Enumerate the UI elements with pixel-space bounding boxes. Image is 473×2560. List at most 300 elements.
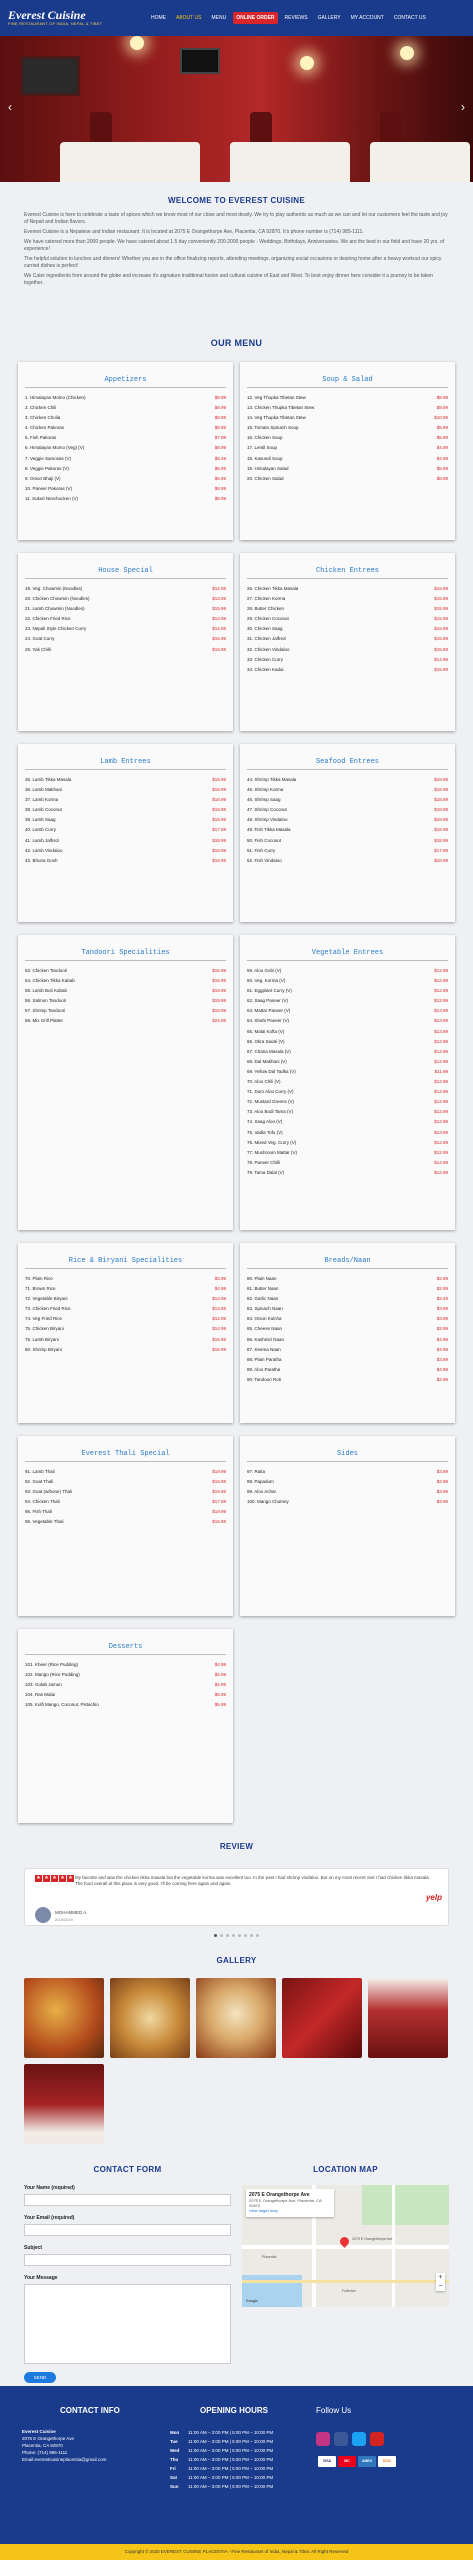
menu-item-name: 28. Butter Chicken — [247, 606, 285, 612]
google-map[interactable] — [242, 2185, 449, 2307]
menu-item[interactable] — [25, 815, 226, 825]
hero-tv — [180, 48, 220, 74]
menu-item-name: 72. Vegetable Biryani — [25, 1296, 68, 1302]
menu-item[interactable] — [247, 1365, 448, 1375]
map-place-address: 2075 E Orangethorpe Ave, Placentia, CA 92870 — [249, 2198, 322, 2208]
menu-item-price: $3.99 — [214, 1276, 226, 1281]
menu-item-price: $19.99 — [212, 1489, 226, 1495]
menu-item[interactable] — [25, 1497, 226, 1507]
instagram-icon[interactable] — [316, 2432, 330, 2446]
menu-item[interactable] — [247, 1274, 448, 1284]
menu-item[interactable] — [247, 856, 448, 866]
divider — [247, 387, 448, 388]
menu-item[interactable] — [25, 775, 226, 785]
menu-item[interactable] — [25, 474, 226, 484]
menu-item[interactable] — [25, 986, 226, 996]
menu-item[interactable] — [25, 1324, 226, 1334]
menu-item[interactable] — [25, 1487, 226, 1497]
menu-item[interactable] — [247, 1294, 448, 1304]
menu-category-title: Rice & Biryani Specialities — [68, 1257, 183, 1265]
menu-item-name: 67. Chana Masala (V) — [247, 1048, 291, 1054]
contact-line[interactable]: Email:everestcuisineplacentia@gmail.com — [22, 2457, 107, 2462]
menu-item[interactable] — [247, 775, 448, 785]
gallery-image[interactable] — [24, 2064, 104, 2144]
menu-item-name: 53. Chicken Tandoori — [25, 968, 68, 973]
menu-item[interactable] — [247, 976, 448, 986]
hours-time: 11:00 AM – 3:00 PM | 5:00 PM – 10:00 PM — [188, 2430, 274, 2435]
pagination-dot[interactable] — [226, 1934, 229, 1937]
menu-item[interactable] — [247, 645, 448, 655]
divider — [247, 1268, 448, 1269]
menu-item[interactable] — [25, 1284, 226, 1294]
menu-item[interactable] — [247, 634, 448, 644]
pagination-dot[interactable] — [220, 1934, 223, 1937]
hero-window — [20, 56, 80, 96]
menu-item[interactable] — [247, 403, 448, 413]
menu-item[interactable] — [25, 594, 226, 604]
map-road — [392, 2185, 395, 2307]
review-title: REVIEW — [219, 1842, 254, 1851]
hero-lamp — [400, 46, 414, 60]
nav-home[interactable]: HOME — [151, 15, 166, 21]
hero-table — [370, 142, 470, 182]
menu-item[interactable] — [25, 413, 226, 423]
map-label: Fullerton — [342, 2289, 356, 2293]
menu-item[interactable] — [25, 1345, 226, 1355]
menu-item-price: $12.99 — [434, 1079, 448, 1085]
menu-item[interactable] — [247, 1057, 448, 1067]
menu-item[interactable] — [25, 856, 226, 866]
logo[interactable] — [8, 5, 108, 31]
menu-item-name: 8. Veggie Pakoras (V) — [25, 465, 69, 471]
pagination-dot[interactable] — [238, 1934, 241, 1937]
name-input[interactable] — [24, 2194, 231, 2206]
menu-item[interactable] — [25, 1006, 226, 1016]
pagination-dot[interactable] — [232, 1934, 235, 1937]
menu-item[interactable] — [25, 494, 226, 504]
divider — [25, 769, 226, 770]
pagination-dot[interactable] — [250, 1934, 253, 1937]
menu-item-name: 91. Lamb Thali — [25, 1469, 55, 1474]
menu-item[interactable] — [25, 976, 226, 986]
menu-item-name: 77. Mushroom Mattar (V) — [247, 1149, 298, 1155]
menu-item-name: 14. Veg Thupka Tibetan Stew — [247, 415, 306, 421]
menu-item-name: 82. Garlic Naan — [247, 1296, 279, 1302]
menu-item-price: $3.99 — [436, 1316, 448, 1322]
menu-item-name: 4. Chicken Pakoras — [25, 425, 65, 431]
menu-item-name: 84. Onion Kulcha — [247, 1316, 282, 1322]
menu-item[interactable] — [247, 966, 448, 976]
menu-item-price: $12.99 — [434, 1169, 448, 1175]
menu-item[interactable] — [25, 1016, 226, 1026]
hours-day: Sat — [170, 2475, 178, 2480]
menu-item-price: $12.99 — [434, 1109, 448, 1115]
star-icon: ★ — [52, 1875, 57, 1881]
menu-item[interactable] — [247, 996, 448, 1006]
menu-item[interactable] — [247, 1158, 448, 1168]
menu-item-price: $18.99 — [434, 837, 448, 843]
menu-item-price: $18.99 — [212, 787, 226, 793]
menu-item[interactable] — [247, 614, 448, 624]
pagination-dot[interactable] — [214, 1934, 217, 1937]
menu-card — [240, 553, 455, 731]
menu-item[interactable] — [25, 1477, 226, 1487]
slider-prev-icon[interactable]: ‹ — [8, 100, 12, 114]
menu-item[interactable] — [247, 474, 448, 484]
gallery-image[interactable] — [368, 1978, 448, 2058]
welcome-title: WELCOME TO EVEREST CUISINE — [168, 196, 305, 205]
discover-icon: DISC — [378, 2456, 396, 2467]
menu-item[interactable] — [247, 624, 448, 634]
menu-item[interactable] — [247, 1128, 448, 1138]
yelp-icon[interactable] — [370, 2432, 384, 2446]
nav-gallery[interactable]: GALLERY — [317, 15, 341, 21]
menu-item[interactable] — [25, 1700, 226, 1710]
menu-item[interactable] — [247, 1314, 448, 1324]
menu-item[interactable] — [25, 805, 226, 815]
opening-hours — [170, 2428, 273, 2491]
menu-item[interactable] — [247, 1148, 448, 1158]
menu-item-name: 52. Fish Vindaloo — [247, 857, 282, 863]
menu-item-name: 92. Goat Thali — [25, 1479, 54, 1485]
slider-next-icon[interactable]: › — [461, 100, 465, 114]
menu-item[interactable] — [25, 464, 226, 474]
menu-item-price: $12.99 — [212, 586, 226, 591]
menu-item-name: 78. Paneer Chilli — [247, 1159, 281, 1165]
menu-item[interactable] — [247, 805, 448, 815]
menu-item-name: 103. Gulab Jamun — [25, 1682, 62, 1688]
menu-item[interactable] — [25, 1335, 226, 1345]
menu-item[interactable] — [25, 584, 226, 594]
menu-item-name: 62. Saag Paneer (V) — [247, 998, 289, 1004]
menu-item-price: $13.99 — [212, 596, 226, 602]
menu-item[interactable] — [247, 795, 448, 805]
reviewer-name: MOHAMMED A. — [55, 1910, 88, 1915]
menu-item-price: $15.99 — [434, 586, 448, 591]
contact-line: 2075 E Orangethorpe Ave — [22, 2436, 74, 2441]
menu-item-name: 57. Shrimp Tandoori — [25, 1008, 66, 1014]
menu-item[interactable] — [25, 1304, 226, 1314]
menu-item-name: 7. Veggie Samosas (V) — [25, 455, 72, 461]
menu-item-name: 30. Chicken Saag — [247, 626, 283, 632]
menu-item[interactable] — [247, 785, 448, 795]
menu-item[interactable] — [25, 403, 226, 413]
menu-item-price: $18.99 — [434, 777, 448, 782]
menu-item-name: 88. Plain Paratha — [247, 1356, 282, 1362]
gallery-image[interactable] — [110, 1978, 190, 2058]
menu-item-price: $12.99 — [434, 1048, 448, 1054]
menu-item[interactable] — [247, 584, 448, 594]
menu-item[interactable] — [25, 1507, 226, 1517]
map-larger-link[interactable]: View larger map — [249, 2208, 278, 2213]
menu-item[interactable] — [25, 1274, 226, 1284]
menu-item[interactable] — [25, 1467, 226, 1477]
menu-item[interactable] — [247, 433, 448, 443]
menu-item-price: $15.99 — [434, 616, 448, 622]
menu-item[interactable] — [247, 1016, 448, 1026]
menu-item[interactable] — [247, 1047, 448, 1057]
menu-item-price: $3.99 — [436, 1356, 448, 1362]
hours-time: 11:00 AM – 3:00 PM | 5:00 PM – 10:00 PM — [188, 2475, 274, 2480]
menu-item-price: $24.99 — [212, 1018, 226, 1024]
menu-item[interactable] — [247, 655, 448, 665]
menu-item[interactable] — [247, 413, 448, 423]
menu-item[interactable] — [247, 1087, 448, 1097]
hero-table — [60, 142, 200, 182]
gallery-image[interactable] — [196, 1978, 276, 2058]
menu-category-title: Lamb Entrees — [100, 758, 151, 766]
menu-item[interactable] — [25, 1660, 226, 1670]
contact-line: Everest Cuisine — [22, 2429, 56, 2434]
menu-card — [18, 362, 233, 540]
subject-input[interactable] — [24, 2254, 231, 2266]
menu-card — [240, 744, 455, 922]
menu-item[interactable] — [25, 443, 226, 453]
menu-item[interactable] — [247, 454, 448, 464]
menu-item-name: 73. Aloo Bodi Tama (V) — [247, 1109, 293, 1115]
nav-online-order-button[interactable]: ONLINE ORDER — [233, 12, 277, 24]
menu-item-price: $9.99 — [214, 395, 226, 400]
menu-card — [18, 935, 233, 1230]
copyright-bar: Copyright © 2020 EVEREST CUISINE PLACENTIA - Fine Restaurant of India, Nepal & Tibet. All Right Reserved — [0, 2544, 473, 2560]
menu-item[interactable] — [247, 1168, 448, 1178]
menu-item[interactable] — [25, 1294, 226, 1304]
menu-item-name: 54. Chicken Tikka Kabab — [25, 978, 75, 984]
menu-item-name: 61. Eggplant Curry (V) — [247, 988, 292, 994]
contact-form — [24, 2185, 231, 2383]
menu-item-price: $8.99 — [214, 495, 226, 501]
menu-item-price: $19.99 — [212, 998, 226, 1004]
menu-item[interactable] — [247, 1497, 448, 1507]
gallery-image[interactable] — [24, 1978, 104, 2058]
menu-item[interactable] — [25, 614, 226, 624]
about-paragraph: Everest Cuisine is here to celebrate a taste of spices which we know most of our close and most dearly. We try to play authentic as much as we can and let our customers feel the taste and joy of Nepali and Indian flavors. — [24, 212, 448, 225]
menu-item-price: $18.99 — [212, 777, 226, 782]
menu-item[interactable] — [25, 604, 226, 614]
menu-item-price: $12.99 — [434, 1038, 448, 1044]
menu-item-price: $19.99 — [212, 646, 226, 652]
menu-item[interactable] — [247, 1284, 448, 1294]
menu-item-price: $2.99 — [436, 1276, 448, 1281]
menu-item-name: 83. Spinach Naan — [247, 1306, 283, 1312]
menu-item[interactable] — [247, 1345, 448, 1355]
menu-item[interactable] — [247, 1375, 448, 1385]
menu-item-price: $10.99 — [434, 415, 448, 421]
email-input[interactable] — [24, 2224, 231, 2236]
menu-item-name: 15. Tomato Spinach Soup — [247, 425, 299, 431]
map-highway — [242, 2280, 449, 2283]
menu-item[interactable] — [247, 1077, 448, 1087]
menu-card — [18, 1436, 233, 1616]
menu-item-name: 94. Chicken Thali — [25, 1499, 60, 1505]
menu-item[interactable] — [25, 825, 226, 835]
menu-item[interactable] — [247, 1335, 448, 1345]
menu-item-price: $8.99 — [436, 395, 448, 400]
menu-category-title: Chicken Entrees — [315, 567, 379, 575]
menu-item-price: $15.99 — [434, 666, 448, 672]
divider — [25, 387, 226, 388]
menu-item-price: $12.99 — [434, 968, 448, 973]
star-icon: ★ — [68, 1875, 73, 1881]
menu-item[interactable] — [25, 996, 226, 1006]
menu-item-price: $19.99 — [212, 1008, 226, 1014]
menu-item[interactable] — [247, 423, 448, 433]
review-date: 2/18/2019 — [55, 1917, 73, 1922]
menu-item[interactable] — [247, 1037, 448, 1047]
menu-item-price: $12.99 — [434, 1099, 448, 1105]
hours-row — [170, 2455, 273, 2464]
menu-item[interactable] — [247, 825, 448, 835]
star-icon: ★ — [36, 1875, 41, 1881]
menu-item-price: $18.99 — [434, 787, 448, 793]
about-text — [24, 212, 449, 290]
menu-item-price: $18.99 — [212, 837, 226, 843]
nav-reviews[interactable]: REVIEWS — [284, 15, 308, 21]
menu-item-price: $19.99 — [212, 1479, 226, 1485]
menu-item-name: 74. Saag Aloo (V) — [247, 1119, 283, 1125]
menu-item[interactable] — [25, 1670, 226, 1680]
menu-item[interactable] — [247, 464, 448, 474]
menu-item-name: 47. Shrimp Coconut — [247, 807, 287, 813]
nav-menu[interactable]: MENU — [211, 15, 227, 21]
menu-item[interactable] — [25, 1680, 226, 1690]
menu-item[interactable] — [25, 795, 226, 805]
menu-item-name: 64. Shahi Paneer (V) — [247, 1018, 290, 1024]
menu-item[interactable] — [247, 604, 448, 614]
message-textarea[interactable] — [24, 2284, 231, 2364]
menu-item[interactable] — [247, 1467, 448, 1477]
menu-item[interactable] — [25, 1690, 226, 1700]
facebook-icon[interactable] — [334, 2432, 348, 2446]
menu-item[interactable] — [25, 454, 226, 464]
menu-item-name: 97. Raita — [247, 1469, 266, 1474]
menu-item[interactable] — [25, 645, 226, 655]
pagination-dot[interactable] — [256, 1934, 259, 1937]
subject-label: Subject — [24, 2245, 43, 2251]
menu-item-price: $3.99 — [436, 1469, 448, 1474]
menu-item[interactable] — [25, 634, 226, 644]
menu-item-name: 40. Lamb Curry — [25, 827, 57, 833]
hours-day: Wed — [170, 2448, 180, 2453]
menu-item-price: $18.99 — [434, 817, 448, 823]
menu-item-name: 95. Fish Thali — [25, 1509, 52, 1515]
contact-line: Placentia, CA 92870 — [22, 2443, 63, 2448]
menu-item[interactable] — [25, 966, 226, 976]
menu-item-price: $8.99 — [214, 425, 226, 431]
menu-item[interactable] — [247, 1304, 448, 1314]
menu-item[interactable] — [247, 1067, 448, 1077]
menu-item-price: $3.99 — [436, 1499, 448, 1505]
menu-item-price: $18.99 — [212, 857, 226, 863]
menu-item[interactable] — [25, 484, 226, 494]
menu-item-name: 19. Himalayan Salad — [247, 465, 289, 471]
menu-item[interactable] — [25, 1314, 226, 1324]
menu-item-name: 79. Tama Dalal (V) — [247, 1169, 285, 1175]
menu-item[interactable] — [25, 624, 226, 634]
menu-item-name: 90. Tandoori Roti — [247, 1376, 281, 1382]
menu-item[interactable] — [247, 1107, 448, 1117]
divider — [247, 960, 448, 961]
menu-item-name: 80. Shrimp Biryani — [25, 1346, 62, 1352]
menu-item[interactable] — [247, 1324, 448, 1334]
menu-item[interactable] — [25, 423, 226, 433]
menu-item[interactable] — [247, 393, 448, 403]
menu-item-price: $4.99 — [436, 455, 448, 461]
menu-card — [240, 1436, 455, 1616]
menu-item-price: $3.99 — [436, 1489, 448, 1495]
menu-item[interactable] — [25, 433, 226, 443]
menu-item-name: 45. Shrimp Korma — [247, 787, 284, 793]
menu-item[interactable] — [25, 846, 226, 856]
nav-contact[interactable]: CONTACT US — [393, 15, 426, 21]
hours-time: 11:00 AM – 3:00 PM | 5:00 PM – 10:00 PM — [188, 2448, 274, 2453]
nav-my-account[interactable]: MY ACCOUNT — [350, 15, 384, 21]
menu-item[interactable] — [247, 1097, 448, 1107]
menu-item[interactable] — [247, 815, 448, 825]
menu-item[interactable] — [25, 836, 226, 846]
menu-item-name: 81. Butter Naan — [247, 1286, 279, 1292]
menu-item-price: $6.99 — [214, 475, 226, 481]
menu-item[interactable] — [25, 1517, 226, 1527]
menu-item-price: $12.99 — [434, 1119, 448, 1125]
gallery-image[interactable] — [282, 1978, 362, 2058]
send-button[interactable]: SEND — [24, 2372, 56, 2383]
yelp-logo[interactable]: yelp — [425, 1893, 442, 1902]
menu-item[interactable] — [247, 1487, 448, 1497]
menu-item[interactable] — [247, 665, 448, 675]
menu-item-name: 24. Goat Curry — [25, 636, 55, 642]
twitter-icon[interactable] — [352, 2432, 366, 2446]
map-zoom-control[interactable]: + − — [436, 2273, 445, 2291]
visa-icon: VISA — [318, 2456, 336, 2467]
about-paragraph: Everest Cuisine is a Nepalese and Indian restaurant. It is located at 2075 E Orangethorpe Ave, Placentia, CA 92870. It's phone number is (714) 985-1111. — [24, 229, 364, 235]
menu-item[interactable] — [247, 1477, 448, 1487]
menu-item[interactable] — [247, 986, 448, 996]
menu-item-price: $19.99 — [212, 1509, 226, 1515]
menu-item-price: $18.99 — [434, 857, 448, 863]
hours-time: 11:00 AM – 3:00 PM | 5:00 PM – 10:00 PM — [188, 2457, 274, 2462]
menu-item[interactable] — [247, 1027, 448, 1037]
pagination-dot[interactable] — [244, 1934, 247, 1937]
menu-item-name: 75. Vadla Tofu (V) — [247, 1129, 283, 1135]
menu-item[interactable] — [247, 1138, 448, 1148]
menu-item[interactable] — [247, 1117, 448, 1127]
nav-about[interactable]: ABOUT US — [176, 15, 202, 21]
menu-item-price: $18.99 — [434, 827, 448, 833]
menu-item[interactable] — [247, 836, 448, 846]
menu-item[interactable] — [25, 785, 226, 795]
menu-item-name: 63. Mattar Paneer (V) — [247, 1008, 291, 1014]
google-logo: Google — [246, 2299, 259, 2303]
menu-item-name: 23. Nepali Style Chicken Curry — [25, 626, 87, 632]
menu-item-name: 22. Chicken Fried Rice — [25, 616, 71, 622]
menu-item[interactable] — [247, 846, 448, 856]
divider — [247, 578, 448, 579]
menu-category-title: Appetizers — [104, 376, 147, 384]
menu-item-name: 27. Chicken Korma — [247, 596, 286, 602]
menu-item-name: 5. Fish Pakoras — [25, 435, 57, 441]
menu-item[interactable] — [247, 1355, 448, 1365]
menu-item-price: $16.99 — [212, 978, 226, 984]
menu-item-price: $18.99 — [212, 807, 226, 813]
menu-item[interactable] — [25, 393, 226, 403]
menu-item[interactable] — [247, 1006, 448, 1016]
menu-item-price: $14.99 — [212, 1326, 226, 1332]
menu-item-name: 74. Veg Fried Rice — [25, 1316, 63, 1322]
contact-line[interactable]: Phone: (714) 985-1111 — [22, 2450, 68, 2455]
menu-item[interactable] — [247, 594, 448, 604]
menu-item[interactable] — [247, 443, 448, 453]
